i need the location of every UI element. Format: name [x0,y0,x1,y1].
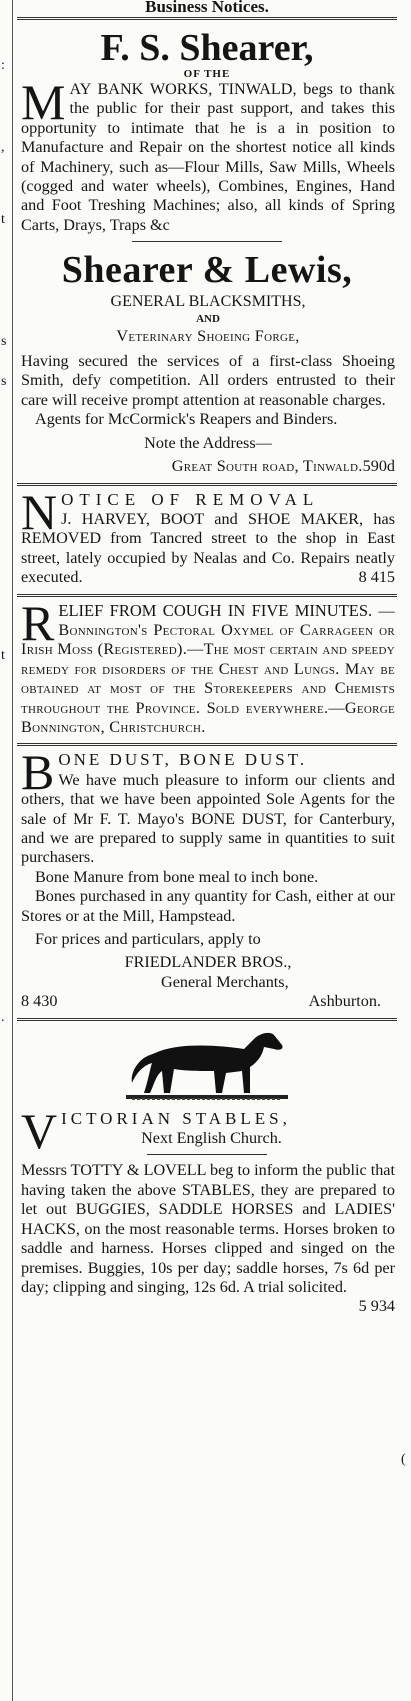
ad-firm: FRIEDLANDER BROS., [124,953,292,972]
edge-mark: s [1,374,7,389]
ad-paragraph: Bones purchased in any quantity for Cash, either at our Stores or at the Mill, Hampstead. [21,887,395,925]
edge-mark: t [1,212,5,227]
horse-engraving-icon [122,1029,292,1107]
ad-role: General Merchants, [161,972,289,991]
ad-address: Great South road, Tinwald.590d [171,457,395,476]
drop-capital: V [21,1102,58,1159]
ad-bone-dust [13,744,401,1011]
edge-mark: , [1,140,5,155]
edge-mark: : [1,58,5,73]
divider [147,1154,267,1155]
divider [17,594,397,597]
section-header: Business Notices. [145,0,269,16]
drop-capital: R [21,594,55,651]
ad-cough-remedy [13,594,401,738]
ad-title: F. S. Shearer, [100,27,314,69]
ad-agents: Agents for McCormick's Reapers and Binders. [35,410,338,429]
edge-mark: t [1,648,5,663]
ad-shearer-lewis [13,248,401,476]
ad-and: AND [196,312,220,325]
divider [17,1018,397,1021]
drop-capital: N [21,483,58,540]
ad-paragraph: Bone Manure from bone meal to inch bone. [35,867,319,886]
ad-body: Messrs TOTTY & LOVELL beg to inform the public that having taken the above STABLES, they are prepared to let out BUGGIES, SADDLE HORSES and LADIES' HACKS, on the most reasonable terms. Horses broken to saddle and harness. Horses clipped and singed on the premises. Buggies, 10s per day; saddle horses, 7s 6d per day; clipping and singing, 12s 6d. A trial solicited. [21,1161,395,1296]
ad-heading [21,1102,395,1159]
ad-title: ONE DUST, BONE DUST. [58,750,308,770]
drop-capital: B [21,744,55,801]
ad-title: ELIEF FROM COUGH IN FIVE MINUTES. [58,600,373,620]
ad-title: Shearer & Lewis, [61,249,353,292]
ad-body: NOTICE OF REMOVAL J. HARVEY, BOOT and SHOE MAKER, has REMOVED from Tancred street to the shop in East street, lately occupied by Nealas and Co. Repairs neatly executed. 8 415 [21,483,395,587]
divider [132,241,282,242]
ad-body: Having secured the services of a first-class Shoeing Smith, defy competition. All orders entrusted to their care will receive prompt attention at reasonable charges. [21,352,395,409]
ad-ref: 5 934 [358,1297,395,1316]
ad-forge: Veterinary Shoeing Forge, [116,326,300,345]
edge-mark: s [1,334,7,349]
right-margin-fragments [401,0,411,1701]
drop-capital: M [21,74,66,130]
ad-paragraph: For prices and particulars, apply to [35,930,261,949]
ad-title: OTICE OF REMOVAL [61,489,320,509]
divider [17,17,397,20]
newspaper-column [12,0,401,1701]
ad-ref: 8 415 [358,568,395,587]
left-margin-fragments [0,0,12,1701]
ad-body: RELIEF FROM COUGH IN FIVE MINUTES. — Bonnington's Pectoral Oxymel of Carrageen or Irish Moss (Registered).—The most certain and speedy remedy for disorders of the Chest and Lungs. May be obtained at most of the Storekeepers and Chemists throughout the Province. Sold everywhere.—George Bonnington, Christchurch. [21,594,395,736]
ad-body: BONE DUST, BONE DUST. We have much pleasure to inform our clients and others, that we have been appointed Sole Agents for the sale of Mr F. T. Mayo's BONE DUST, for Canterbury, and we are prepared to supply same in quantities to suit purchasers. [21,744,395,867]
ad-body: MAY BANK WORKS, TINWALD, begs to thank the public for their past support, and takes this opportunity to intimate that he is a in position to Manufacture and Repair on the shortest notice all kinds of Machinery, such as—Flour Mills, Saw Mills, Wheels (cogged and water wheels), Combines, Engines, Hand and Foot Treshing Machines; also, all kinds of Spring Carts, Drays, Traps &c [21,74,395,234]
edge-mark: . [1,1010,5,1025]
ad-footer [21,992,395,1011]
ad-ref: 8 430 [21,992,58,1011]
ad-victorian-stables [13,1029,401,1317]
divider [17,743,397,746]
ad-trade: GENERAL BLACKSMITHS, [110,293,306,311]
ad-town: Ashburton. [308,992,381,1011]
divider [17,483,397,486]
ad-shearer [13,26,401,235]
ad-title: ICTORIAN STABLES, [61,1108,291,1128]
ad-subtitle: OF THE [183,68,231,80]
ad-note: Note the Address— [144,433,272,452]
edge-mark: ( [401,1452,406,1467]
ad-notice-removal [13,483,401,588]
ad-subtitle: Next English Church. [141,1129,282,1148]
